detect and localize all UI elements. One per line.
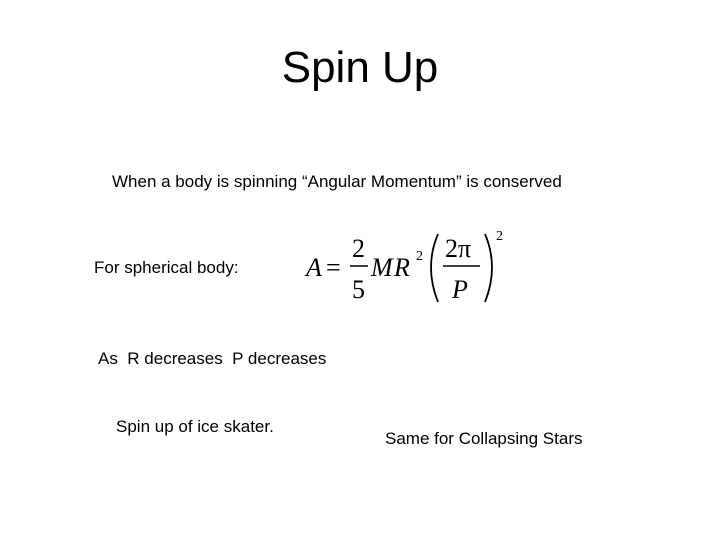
ice-skater-example: Spin up of ice skater. xyxy=(116,417,274,436)
radius-period-relation: As R decreases P decreases xyxy=(98,349,327,368)
formula-frac2-numerator: 2π xyxy=(445,234,472,263)
slide-title: Spin Up xyxy=(281,43,439,92)
formula-equals: = xyxy=(326,253,341,282)
formula-outer-exponent: 2 xyxy=(496,229,503,244)
angular-momentum-formula xyxy=(300,224,510,308)
formula-radius-exponent: 2 xyxy=(416,249,423,264)
conservation-statement: When a body is spinning “Angular Momentum” is conserved xyxy=(112,172,562,191)
formula-frac1-denominator: 5 xyxy=(352,275,365,304)
formula-frac1-numerator: 2 xyxy=(352,234,365,263)
formula-left-paren xyxy=(431,234,438,302)
collapsing-stars-note: Same for Collapsing Stars xyxy=(385,429,583,448)
formula-mass: M xyxy=(371,253,393,282)
formula-frac2-denominator: P xyxy=(452,275,468,304)
spherical-body-label: For spherical body: xyxy=(94,258,239,277)
formula-lhs: A xyxy=(306,253,322,282)
formula-radius: R xyxy=(394,253,410,282)
formula-right-paren xyxy=(485,234,492,302)
